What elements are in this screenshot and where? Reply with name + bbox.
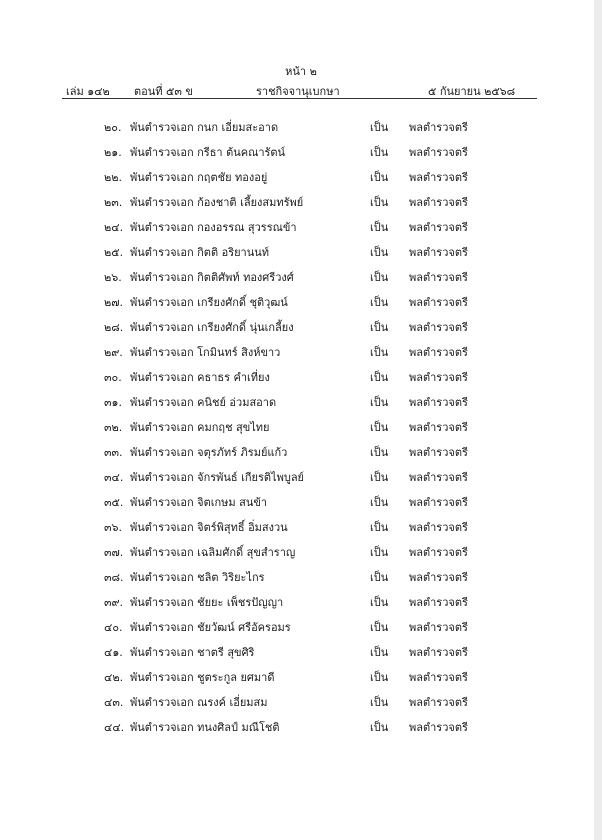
officer-name: พันตำรวจเอก เกรียงศักดิ์ ชุติวุฒน์	[130, 296, 288, 309]
new-rank: พลตำรวจตรี	[409, 121, 468, 134]
new-rank: พลตำรวจตรี	[409, 496, 468, 509]
new-rank: พลตำรวจตรี	[409, 296, 468, 309]
list-item	[0, 162, 602, 187]
list-item	[0, 537, 602, 562]
entry-number: ๓๑.	[104, 396, 122, 409]
header-section: ตอนที่ ๕๓ ข	[134, 85, 193, 98]
officer-name: พันตำรวจเอก ทนงศิลป์ มณีโชติ	[130, 721, 280, 734]
officer-name: พันตำรวจเอก ก้องชาติ เลี้ยงสมทรัพย์	[130, 196, 304, 209]
entry-verb: เป็น	[370, 546, 389, 559]
new-rank: พลตำรวจตรี	[409, 221, 468, 234]
entry-number: ๒๔.	[104, 221, 124, 234]
entry-verb: เป็น	[370, 646, 389, 659]
entry-number: ๔๓.	[104, 696, 124, 709]
list-item	[0, 462, 602, 487]
entry-number: ๓๓.	[104, 446, 123, 459]
officer-name: พันตำรวจเอก กนก เอี่ยมสะอาด	[130, 121, 279, 134]
entry-verb: เป็น	[370, 721, 389, 734]
entry-verb: เป็น	[370, 121, 389, 134]
list-item	[0, 137, 602, 162]
header-rule	[62, 98, 537, 99]
entry-number: ๓๙.	[104, 596, 124, 609]
new-rank: พลตำรวจตรี	[409, 171, 468, 184]
gazette-header	[0, 82, 602, 98]
new-rank: พลตำรวจตรี	[409, 596, 468, 609]
officer-name: พันตำรวจเอก เฉลิมศักดิ์ สุขสำราญ	[130, 546, 296, 559]
entry-verb: เป็น	[370, 171, 389, 184]
entry-number: ๒๓.	[104, 196, 123, 209]
list-item	[0, 262, 602, 287]
new-rank: พลตำรวจตรี	[409, 421, 468, 434]
entry-number: ๔๑.	[104, 646, 123, 659]
officer-name: พันตำรวจเอก กิตติ อริยานนท์	[130, 246, 270, 259]
list-item	[0, 387, 602, 412]
officer-name: พันตำรวจเอก โกมินทร์ สิงห์ขาว	[130, 346, 281, 359]
officer-name: พันตำรวจเอก กรีธา ต้นคณารัตน์	[130, 146, 286, 159]
list-item	[0, 212, 602, 237]
entry-verb: เป็น	[370, 246, 389, 259]
officer-name: พันตำรวจเอก ชัยยะ เพ็ชรปัญญา	[130, 596, 284, 609]
entry-verb: เป็น	[370, 146, 389, 159]
entry-verb: เป็น	[370, 371, 389, 384]
entry-verb: เป็น	[370, 471, 389, 484]
new-rank: พลตำรวจตรี	[409, 546, 468, 559]
entry-number: ๒๕.	[104, 246, 124, 259]
officer-name: พันตำรวจเอก จิตร์พิสุทธิ์ อิ่มสงวน	[130, 521, 288, 534]
officer-name: พันตำรวจเอก ชลิต วิริยะไกร	[130, 571, 265, 584]
entry-verb: เป็น	[370, 346, 389, 359]
entry-verb: เป็น	[370, 696, 389, 709]
list-item	[0, 412, 602, 437]
list-item	[0, 637, 602, 662]
new-rank: พลตำรวจตรี	[409, 146, 468, 159]
new-rank: พลตำรวจตรี	[409, 471, 468, 484]
list-item	[0, 512, 602, 537]
entry-verb: เป็น	[370, 521, 389, 534]
entry-number: ๓๗.	[104, 546, 124, 559]
list-item	[0, 712, 602, 737]
page-number: หน้า ๒	[285, 65, 317, 78]
entry-number: ๒๘.	[104, 321, 124, 334]
entry-number: ๓๔.	[104, 471, 124, 484]
new-rank: พลตำรวจตรี	[409, 246, 468, 259]
new-rank: พลตำรวจตรี	[409, 621, 468, 634]
officer-name: พันตำรวจเอก จักรพันธ์ เกียรติไพบูลย์	[130, 471, 305, 484]
new-rank: พลตำรวจตรี	[409, 196, 468, 209]
list-item	[0, 287, 602, 312]
appointment-list	[0, 112, 602, 737]
entry-number: ๒๒.	[104, 171, 122, 184]
entry-verb: เป็น	[370, 496, 389, 509]
list-item	[0, 612, 602, 637]
entry-number: ๒๐.	[104, 121, 122, 134]
entry-number: ๓๖.	[104, 521, 122, 534]
entry-number: ๒๖.	[104, 271, 122, 284]
new-rank: พลตำรวจตรี	[409, 646, 468, 659]
new-rank: พลตำรวจตรี	[409, 446, 468, 459]
new-rank: พลตำรวจตรี	[409, 396, 468, 409]
officer-name: พันตำรวจเอก กิตติศัพท์ ทองศรีวงศ์	[130, 271, 294, 284]
new-rank: พลตำรวจตรี	[409, 521, 468, 534]
entry-number: ๓๘.	[104, 571, 124, 584]
header-volume: เล่ม ๑๔๒	[66, 85, 110, 98]
officer-name: พันตำรวจเอก ณรงค์ เอี่ยมสม	[130, 696, 268, 709]
entry-verb: เป็น	[370, 446, 389, 459]
header-publication: ราชกิจจานุเบกษา	[256, 85, 340, 98]
entry-verb: เป็น	[370, 396, 389, 409]
list-item	[0, 487, 602, 512]
list-item	[0, 187, 602, 212]
new-rank: พลตำรวจตรี	[409, 721, 468, 734]
officer-name: พันตำรวจเอก คมกฤช สุขไทย	[130, 421, 270, 434]
entry-verb: เป็น	[370, 571, 389, 584]
entry-verb: เป็น	[370, 421, 389, 434]
officer-name: พันตำรวจเอก จิตเกษม สนข้า	[130, 496, 268, 509]
officer-name: พันตำรวจเอก ชูตระกูล ยศมาดี	[130, 671, 275, 684]
officer-name: พันตำรวจเอก คธาธร คำเที่ยง	[130, 371, 270, 384]
entry-number: ๔๐.	[104, 621, 123, 634]
list-item	[0, 662, 602, 687]
entry-number: ๒๗.	[104, 296, 124, 309]
new-rank: พลตำรวจตรี	[409, 671, 468, 684]
new-rank: พลตำรวจตรี	[409, 371, 468, 384]
list-item	[0, 237, 602, 262]
officer-name: พันตำรวจเอก ชัยวัฒน์ ศรีอัครอมร	[130, 621, 291, 634]
officer-name: พันตำรวจเอก เกรียงศักดิ์ นุ่นเกลี้ยง	[130, 321, 294, 334]
entry-number: ๓๐.	[104, 371, 122, 384]
new-rank: พลตำรวจตรี	[409, 346, 468, 359]
entry-number: ๔๔.	[104, 721, 125, 734]
entry-verb: เป็น	[370, 296, 389, 309]
list-item	[0, 437, 602, 462]
officer-name: พันตำรวจเอก ชาตรี สุขศิริ	[130, 646, 255, 659]
entry-verb: เป็น	[370, 196, 389, 209]
entry-verb: เป็น	[370, 596, 389, 609]
entry-number: ๒๑.	[104, 146, 122, 159]
entry-verb: เป็น	[370, 671, 389, 684]
entry-number: ๓๒.	[104, 421, 123, 434]
officer-name: พันตำรวจเอก กองอรรณ สุวรรณข้า	[130, 221, 297, 234]
entry-number: ๒๙.	[104, 346, 123, 359]
new-rank: พลตำรวจตรี	[409, 571, 468, 584]
list-item	[0, 587, 602, 612]
list-item	[0, 312, 602, 337]
list-item	[0, 112, 602, 137]
entry-verb: เป็น	[370, 621, 389, 634]
list-item	[0, 362, 602, 387]
entry-verb: เป็น	[370, 321, 389, 334]
list-item	[0, 562, 602, 587]
entry-number: ๓๕.	[104, 496, 124, 509]
header-date: ๕ กันยายน ๒๕๖๘	[428, 85, 516, 98]
new-rank: พลตำรวจตรี	[409, 321, 468, 334]
entry-verb: เป็น	[370, 271, 389, 284]
officer-name: พันตำรวจเอก คนิชย์ อ่วมสอาด	[130, 396, 277, 409]
entry-number: ๔๒.	[104, 671, 124, 684]
list-item	[0, 687, 602, 712]
officer-name: พันตำรวจเอก จตุรภัทร์ ภิรมย์แก้ว	[130, 446, 288, 459]
officer-name: พันตำรวจเอก กฤตชัย ทองอยู่	[130, 171, 268, 184]
list-item	[0, 337, 602, 362]
new-rank: พลตำรวจตรี	[409, 271, 468, 284]
entry-verb: เป็น	[370, 221, 389, 234]
new-rank: พลตำรวจตรี	[409, 696, 468, 709]
